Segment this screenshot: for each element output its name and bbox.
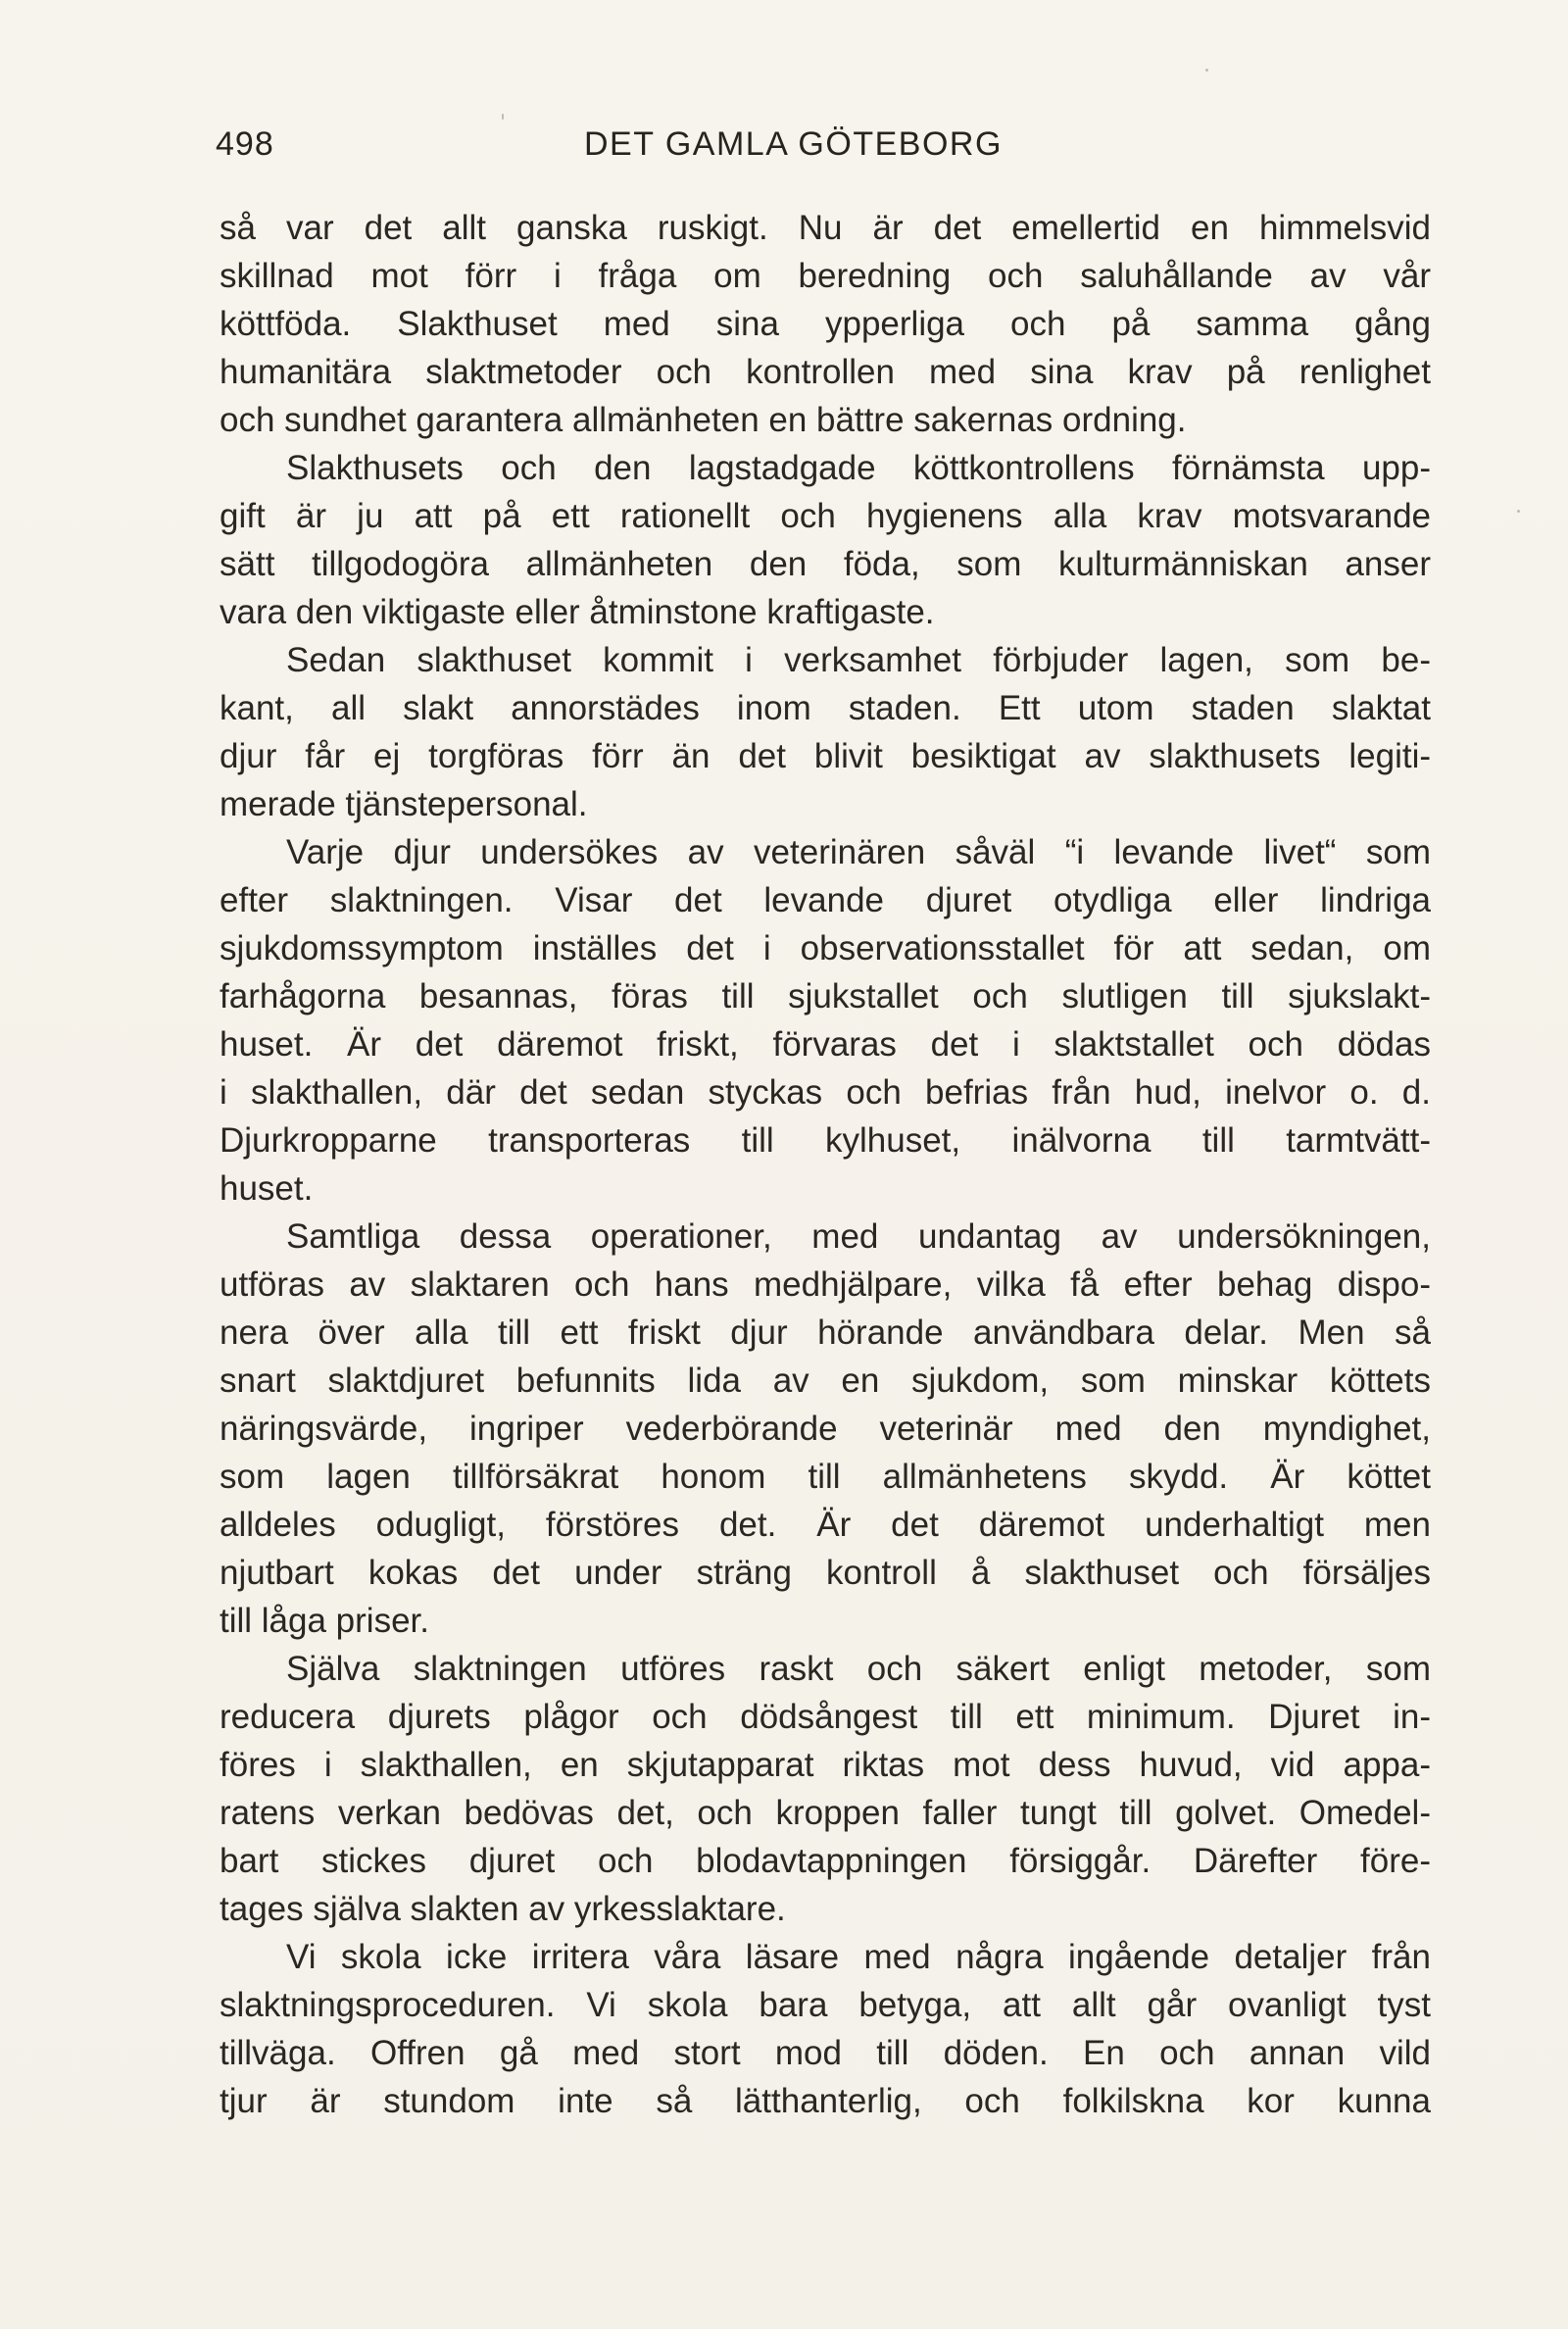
text-line: Varje djur undersökes av veterinären såväl “i levande livet“ som (286, 833, 1431, 871)
running-title: DET GAMLA GÖTEBORG (584, 125, 1003, 163)
text-line: efter slaktningen. Visar det levande djuret otydliga eller lindriga (220, 881, 1431, 919)
text-line: farhågorna besannas, föras till sjukstallet och slutligen till sjukslakt- (220, 977, 1431, 1016)
text-line: Samtliga dessa operationer, med undantag av undersökningen, (286, 1217, 1431, 1256)
paper-speck (502, 114, 504, 120)
text-line: kant, all slakt annorstädes inom staden. Ett utom staden slaktat (220, 689, 1431, 727)
text-line: Sedan slakthuset kommit i verksamhet förbjuder lagen, som be- (286, 641, 1431, 679)
text-line: sätt tillgodogöra allmänheten den föda, som kulturmänniskan anser (220, 545, 1431, 583)
body-text (220, 204, 1431, 2125)
paper-speck (1517, 510, 1520, 513)
text-line: skillnad mot förr i fråga om beredning och saluhållande av vår (220, 257, 1431, 295)
text-line: nera över alla till ett friskt djur hörande användbara delar. Men så (220, 1313, 1431, 1352)
text-line: i slakthallen, där det sedan styckas och befrias från hud, inelvor o. d. (220, 1073, 1431, 1112)
text-line: humanitära slaktmetoder och kontrollen med sina krav på renlighet (220, 353, 1431, 391)
text-line: som lagen tillförsäkrat honom till allmänhetens skydd. Är köttet (220, 1458, 1431, 1496)
text-line: sjukdomssymptom inställes det i observationsstallet för att sedan, om (220, 929, 1431, 967)
text-line: vara den viktigaste eller åtminstone kraftigaste. (220, 593, 935, 631)
text-line: näringsvärde, ingriper vederbörande veterinär med den myndighet, (220, 1410, 1431, 1448)
paragraph (220, 828, 1431, 1213)
page-header (216, 125, 1068, 184)
text-line: tages själva slakten av yrkesslaktare. (220, 1890, 786, 1928)
text-line: föres i slakthallen, en skjutapparat riktas mot dess huvud, vid appa- (220, 1746, 1431, 1784)
paragraph (220, 1645, 1431, 1933)
text-line: utföras av slaktaren och hans medhjälpare, vilka få efter behag dispo- (220, 1265, 1431, 1304)
text-line: Slakthusets och den lagstadgade köttkontrollens förnämsta upp- (286, 449, 1431, 487)
text-line: Djurkropparne transporteras till kylhuset, inälvorna till tarmtvätt- (220, 1121, 1431, 1160)
paragraph (220, 1213, 1431, 1645)
text-line: snart slaktdjuret befunnits lida av en sjukdom, som minskar köttets (220, 1362, 1431, 1400)
text-line: så var det allt ganska ruskigt. Nu är det emellertid en himmelsvid (220, 209, 1431, 247)
text-line: djur får ej torgföras förr än det blivit besiktigat av slakthusets legiti- (220, 737, 1431, 775)
text-line: köttföda. Slakthuset med sina ypperliga och på samma gång (220, 305, 1431, 343)
paper-speck (1205, 69, 1208, 72)
paragraph (220, 1933, 1431, 2125)
text-line: till låga priser. (220, 1602, 429, 1640)
paragraph (220, 444, 1431, 636)
text-line: gift är ju att på ett rationellt och hygienens alla krav motsvarande (220, 497, 1431, 535)
paragraph (220, 204, 1431, 444)
text-line: tjur är stundom inte så lätthanterlig, och folkilskna kor kunna (220, 2082, 1431, 2120)
text-line: huset. (220, 1169, 314, 1208)
text-line: slaktningsproceduren. Vi skola bara betyga, att allt går ovanligt tyst (220, 1986, 1431, 2024)
text-line: och sundhet garantera allmänheten en bättre sakernas ordning. (220, 401, 1187, 439)
text-line: Vi skola icke irritera våra läsare med några ingående detaljer från (286, 1938, 1431, 1976)
text-line: Själva slaktningen utföres raskt och säkert enligt metoder, som (286, 1650, 1431, 1688)
text-line: alldeles odugligt, förstöres det. Är det däremot underhaltigt men (220, 1506, 1431, 1544)
text-line: huset. Är det däremot friskt, förvaras det i slaktstallet och dödas (220, 1025, 1431, 1064)
text-line: njutbart kokas det under sträng kontroll å slakthuset och försäljes (220, 1554, 1431, 1592)
text-line: bart stickes djuret och blodavtappningen försiggår. Därefter före- (220, 1842, 1431, 1880)
text-line: ratens verkan bedövas det, och kroppen faller tungt till golvet. Omedel- (220, 1794, 1431, 1832)
paragraph (220, 636, 1431, 828)
text-line: reducera djurets plågor och dödsångest till ett minimum. Djuret in- (220, 1698, 1431, 1736)
page-number: 498 (216, 125, 274, 163)
text-line: tillväga. Offren gå med stort mod till döden. En och annan vild (220, 2034, 1431, 2072)
text-line: merade tjänstepersonal. (220, 785, 588, 823)
